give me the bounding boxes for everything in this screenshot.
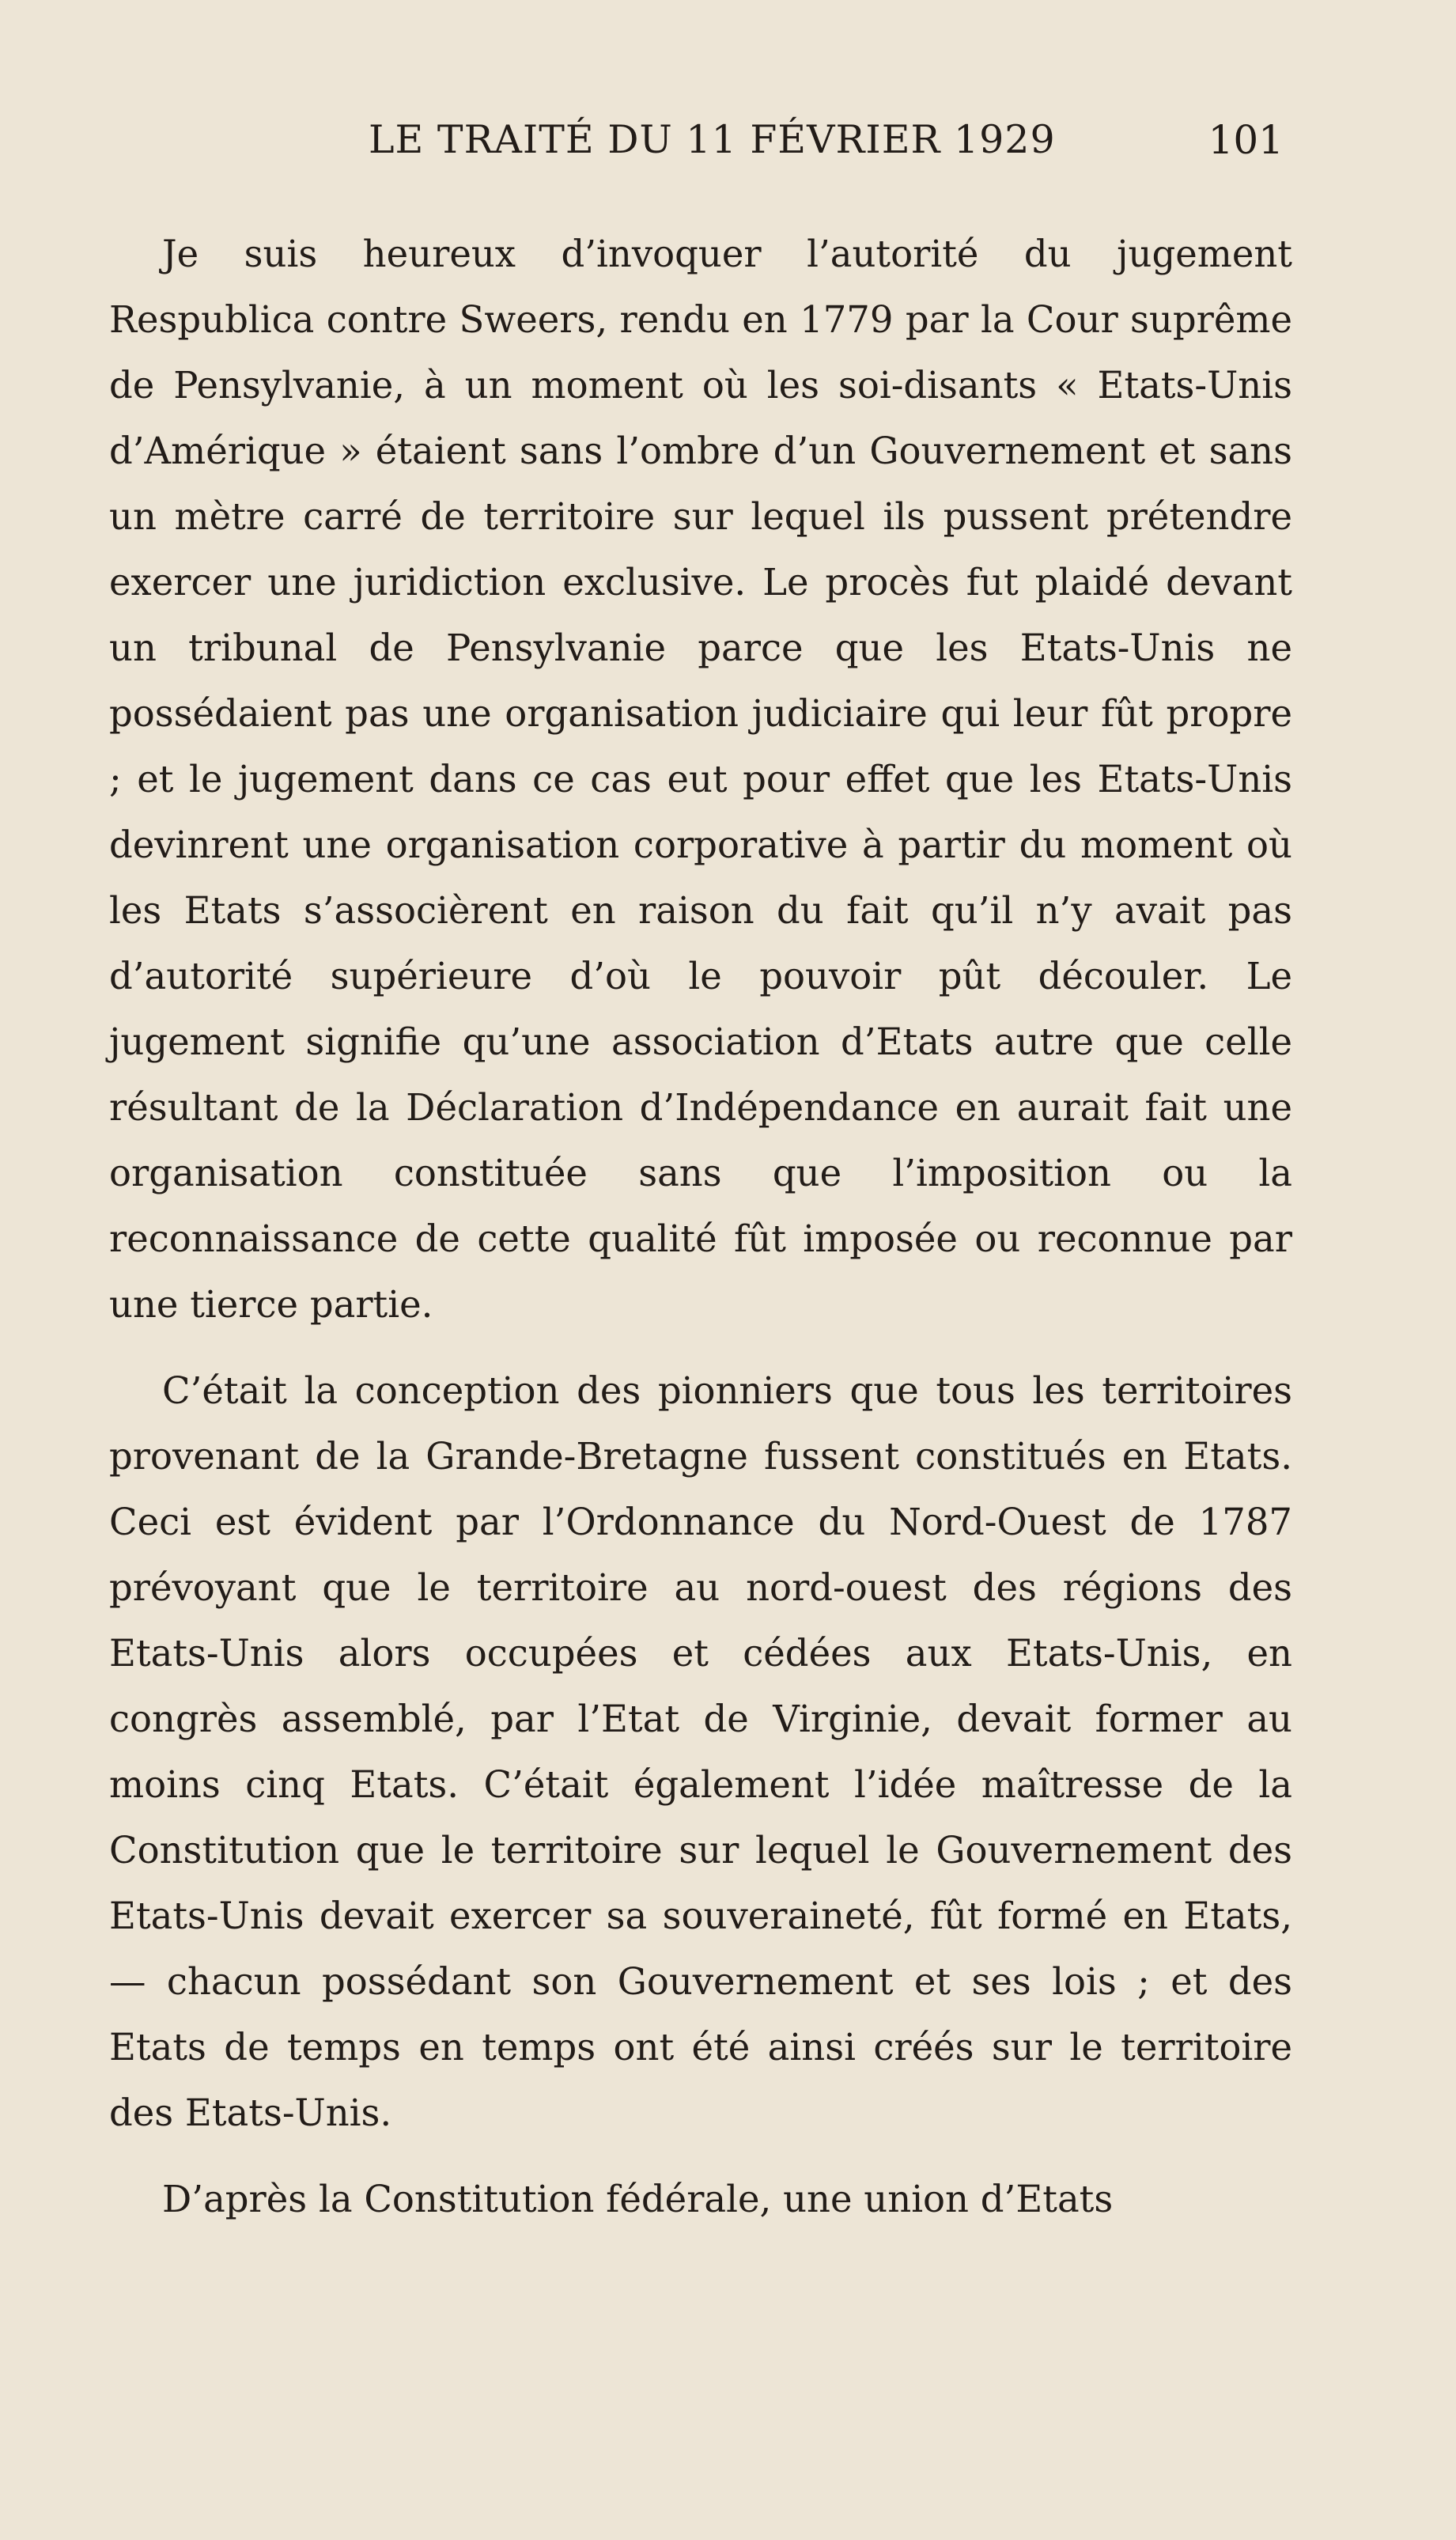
body-text <box>109 221 1292 2232</box>
paragraph-1: Je suis heureux d’invoquer l’autorité du jugement Respublica contre Sweers, rendu en 1779 par la Cour suprême de Pensylvanie, à un moment où les soi-disants « Etats-Unis d’Amérique » étaient sans l’ombre d’un Gouvernement et sans un mètre carré de territoire sur lequel ils pussent prétendre exercer une juridiction exclusive. Le procès fut plaidé devant un tribunal de Pensylvanie parce que les Etats-Unis ne possédaient pas une organisation judiciaire qui leur fût propre ; et le jugement dans ce cas eut pour effet que les Etats-Unis devinrent une organisation corporative à partir du moment où les Etats s’associèrent en raison du fait qu’il n’y avait pas d’autorité supérieure d’où le pouvoir pût découler. Le jugement signifie qu’une association d’Etats autre que celle résultant de la Déclaration d’Indépendance en aurait fait une organisation constituée sans que l’imposition ou la reconnaissance de cette qualité fût imposée ou reconnue par une tierce partie. <box>109 233 1292 1326</box>
running-head <box>0 117 1456 172</box>
page-number: 101 <box>1208 117 1284 163</box>
paragraph-2: C’était la conception des pionniers que tous les territoires provenant de la Grande-Bretagne fussent constitués en Etats. Ceci est évident par l’Ordonnance du Nord-Ouest de 1787 prévoyant que le territoire au nord-ouest des régions des Etats-Unis alors occupées et cédées aux Etats-Unis, en congrès assemblé, par l’Etat de Virginie, devait former au moins cinq Etats. C’était également l’idée maîtresse de la Constitution que le territoire sur lequel le Gouvernement des Etats-Unis devait exercer sa souveraineté, fût formé en Etats, — chacun possédant son Gouvernement et ses lois ; et des Etats de temps en temps ont été ainsi créés sur le territoire des Etats-Unis. <box>109 1369 1292 2134</box>
running-title: LE TRAITÉ DU 11 FÉVRIER 1929 <box>369 117 1056 162</box>
paragraph-3: D’après la Constitution fédérale, une union d’Etats <box>162 2178 1114 2220</box>
